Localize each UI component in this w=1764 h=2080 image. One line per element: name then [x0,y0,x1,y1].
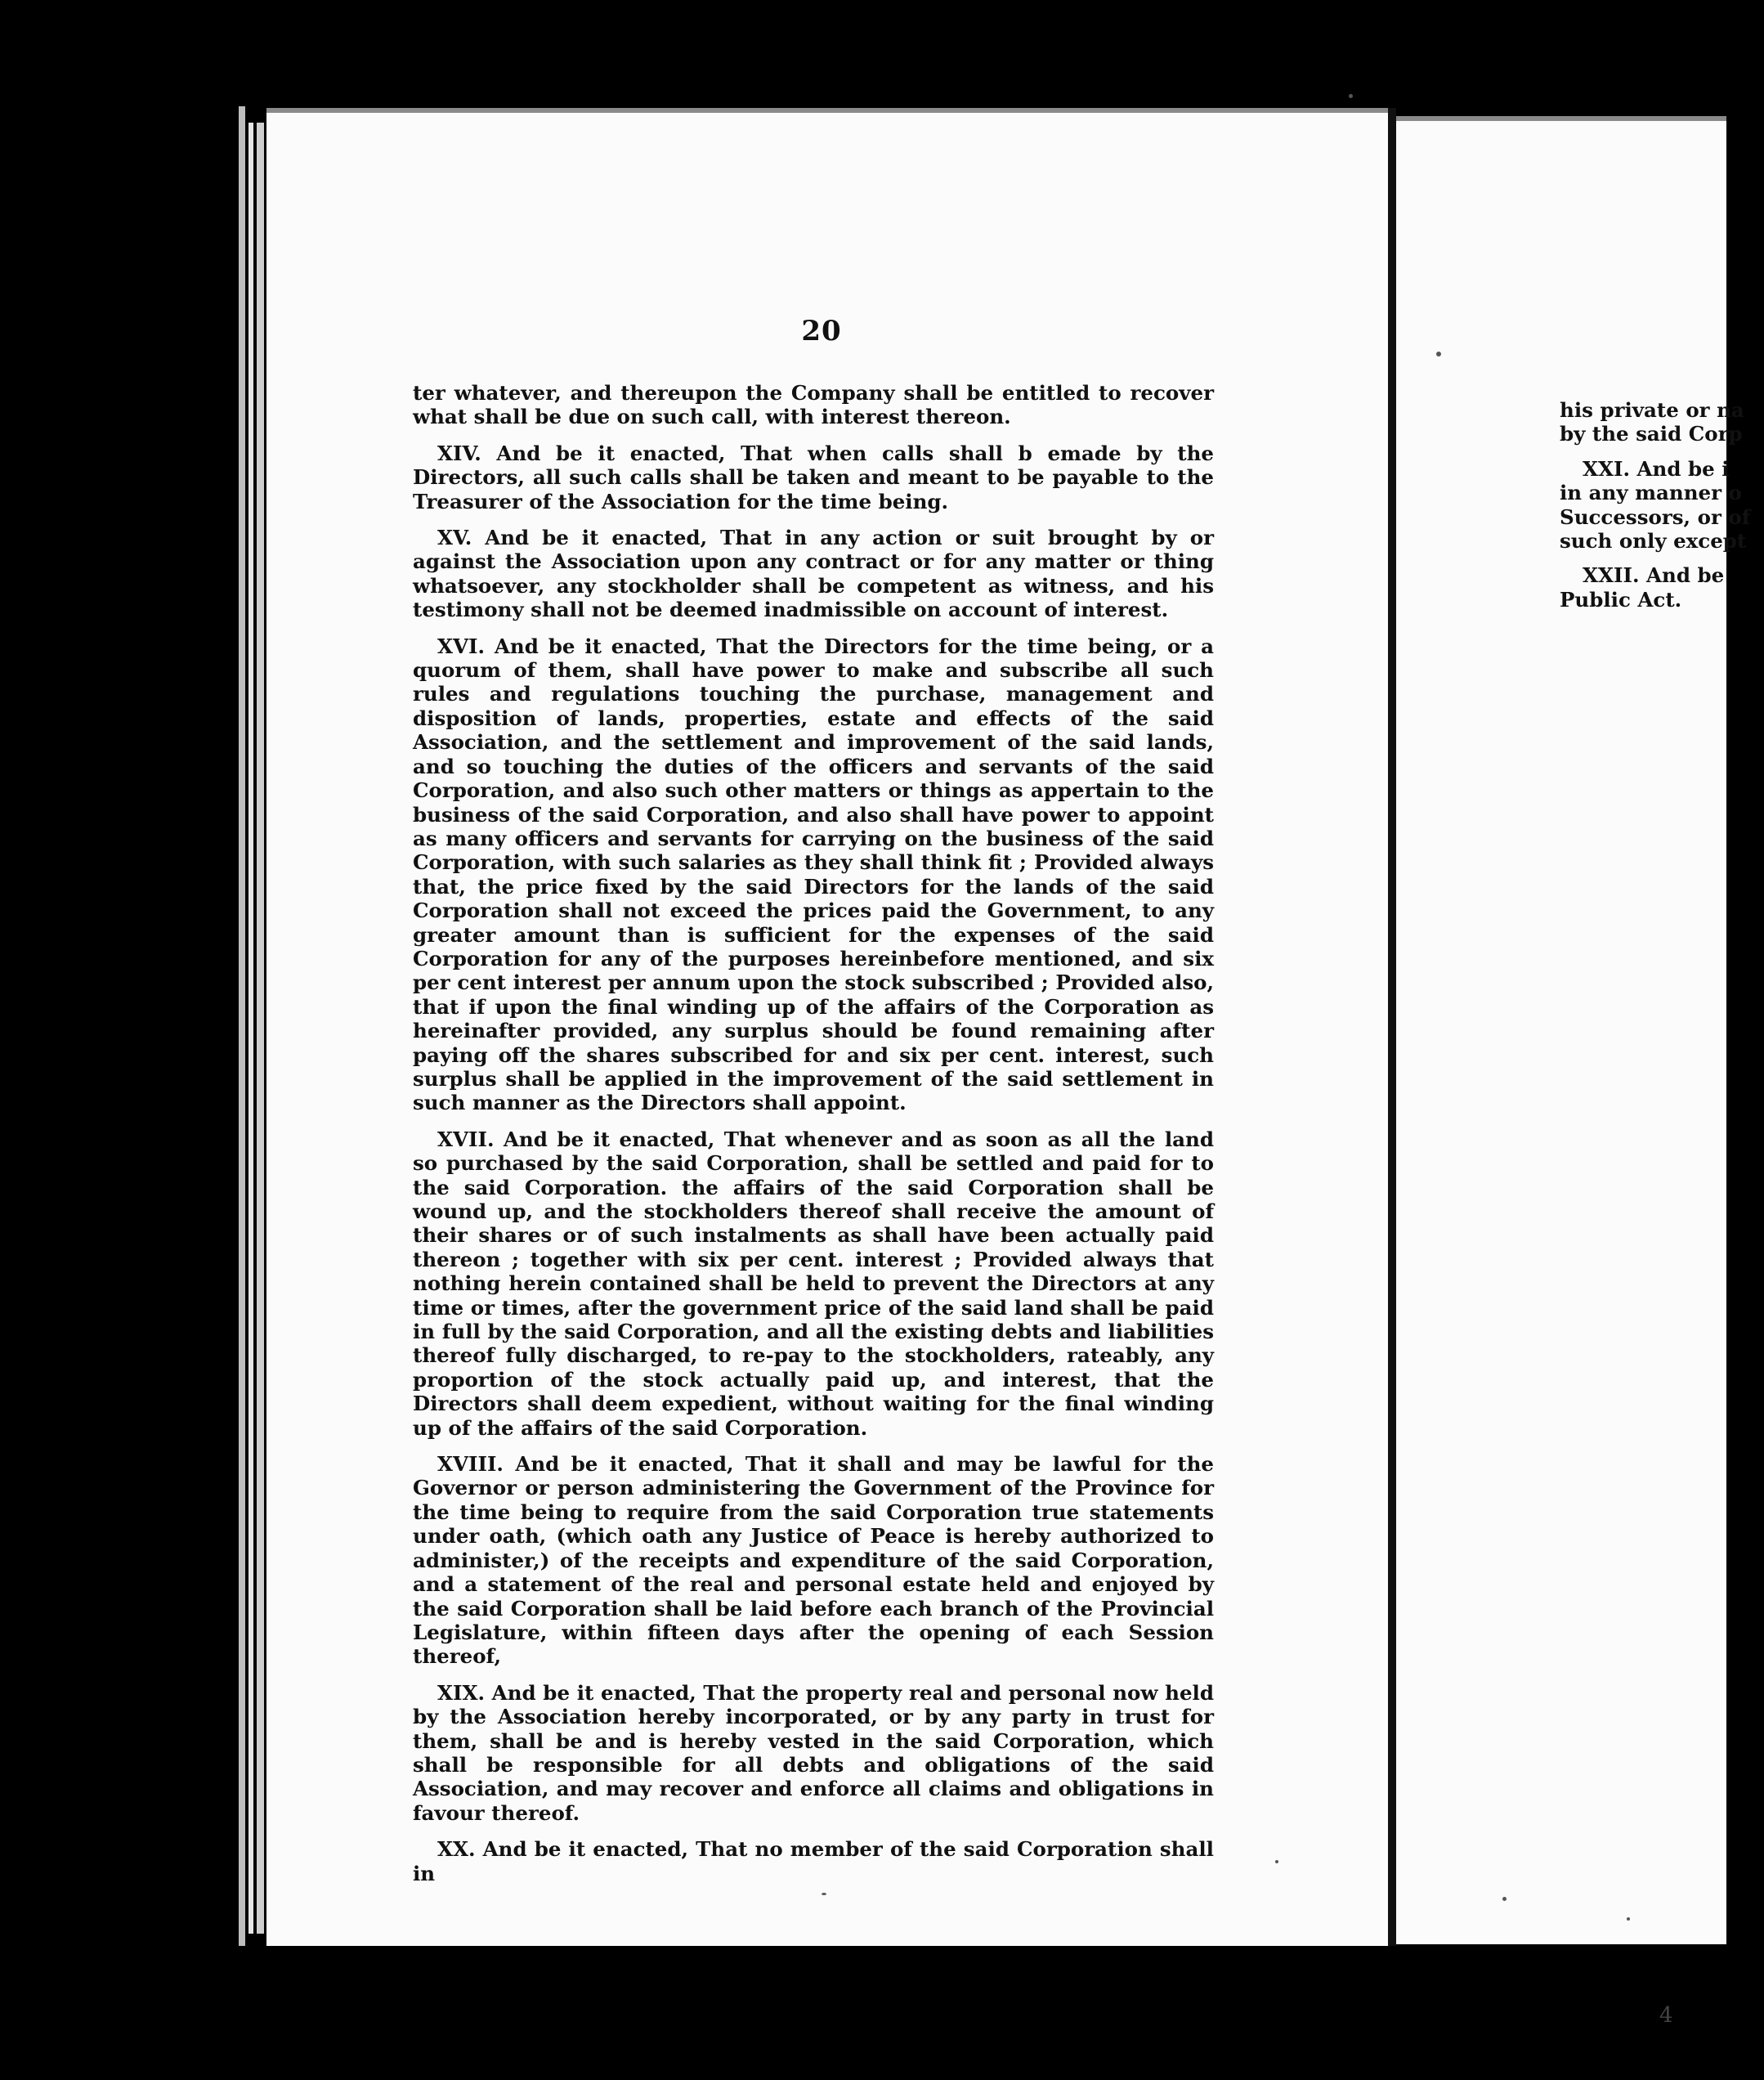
right-page-text [1560,398,1764,612]
section-xx: XX. And be it enacted, That no member of the said Corporation shall in [413,1837,1214,1885]
section-xviii: XVIII. And be it enacted, That it shall and may be lawful for the Governor or person administering the Government of the Province for the time being to require from the said Corporation true statements under oath, (which oath any Justice of Peace is hereby authorized to administer,) of the receipts and expenditure of the said Corporation, and a statement of the real and personal estate held and enjoyed by the said Corporation shall be laid before each branch of the Provincial Legislature, within fifteen days after the opening of each Session thereof, [413,1452,1214,1669]
book-edge [257,123,264,1934]
right-page-line: Public Act. [1560,587,1682,612]
section-xiv: XIV. And be it enacted, That when calls shall b emade by the Directors, all such calls shall be taken and meant to be payable to the Treasurer of the Association for the time being. [413,441,1214,513]
right-page-line: XXI. And be i [1583,456,1730,481]
paragraph: ter whatever, and thereupon the Company shall be entitled to recover what shall be due on such call, with interest thereon. [413,381,1214,429]
right-page-line: such only except [1560,529,1747,554]
right-page-line: in any manner o [1560,481,1742,505]
book-edge [248,123,253,1934]
right-page-line: his private or na [1560,398,1744,422]
page-gutter [1388,108,1396,1946]
right-page-line: by the said Corp [1560,422,1743,446]
section-xix: XIX. And be it enacted, That the property real and personal now held by the Association hereby incorporated, or by any party in trust for them, shall be and is hereby vested in the said Corporation, which shall be responsible for all debts and obligations of the said Association, and may recover and enforce all claims and obligations in favour thereof. [413,1680,1214,1825]
right-page-line: XXII. And be [1583,563,1725,588]
page-number: 20 [801,315,842,347]
section-xvii: XVII. And be it enacted, That whenever and as soon as all the land so purchased by the said Corporation, shall be settled and paid for to the said Corporation. the affairs of the said Corporation shall be wound up, and the stockholders thereof shall receive the amount of their shares or of such instalments as shall have been actually paid thereon ; together with six per cent. interest ; Provided always that nothing herein contained shall be held to prevent the Directors at any time or times, after the government price of the said land shall be paid in full by the said Corporation, and all the existing debts and liabilities thereof fully discharged, to re-pay to the stockholders, rateably, any proportion of the stock actually paid up, and interest, that the Directors shall deem expedient, without waiting for the final winding up of the affairs of the said Corporation. [413,1127,1214,1440]
section-xvi: XVI. And be it enacted, That the Directors for the time being, or a quorum of them, shall have power to make and subscribe all such rules and regulations touching the purchase, management and disposition of lands, properties, estate and effects of the said Association, and the settlement and improvement of the said lands, and so touching the duties of the officers and servants of the said Corporation, and also such other matters or things as appertain to the business of the said Corporation, and also shall have power to appoint as many officers and servants for carrying on the business of the said Corporation, with such salaries as they shall think fit ; Provided always that, the price fixed by the said Directors for the lands of the said Corporation shall not exceed the prices paid the Government, to any greater amount than is sufficient for the expenses of the said Corporation for any of the purposes hereinbefore mentioned, and six per cent interest per annum upon the stock subscribed ; Provided also, that if upon the final winding up of the affairs of the Corporation as hereinafter provided, any surplus should be found remaining after paying off the shares subscribed for and six per cent. interest, such surplus shall be applied in the improvement of the said settlement in such manner as the Directors shall appoint. [413,634,1214,1115]
left-page-text [413,381,1214,1898]
section-xv: XV. And be it enacted, That in any action or suit brought by or against the Association upon any contract or for any matter or thing whatsoever, any stockholder shall be competent as witness, and his testimony shall not be deemed inadmissible on account of interest. [413,526,1214,622]
corner-mark: 4 [1659,2003,1673,2028]
right-page [1396,116,1726,1944]
right-page-line: Successors, or of [1560,504,1751,529]
book-edge [239,106,245,1946]
